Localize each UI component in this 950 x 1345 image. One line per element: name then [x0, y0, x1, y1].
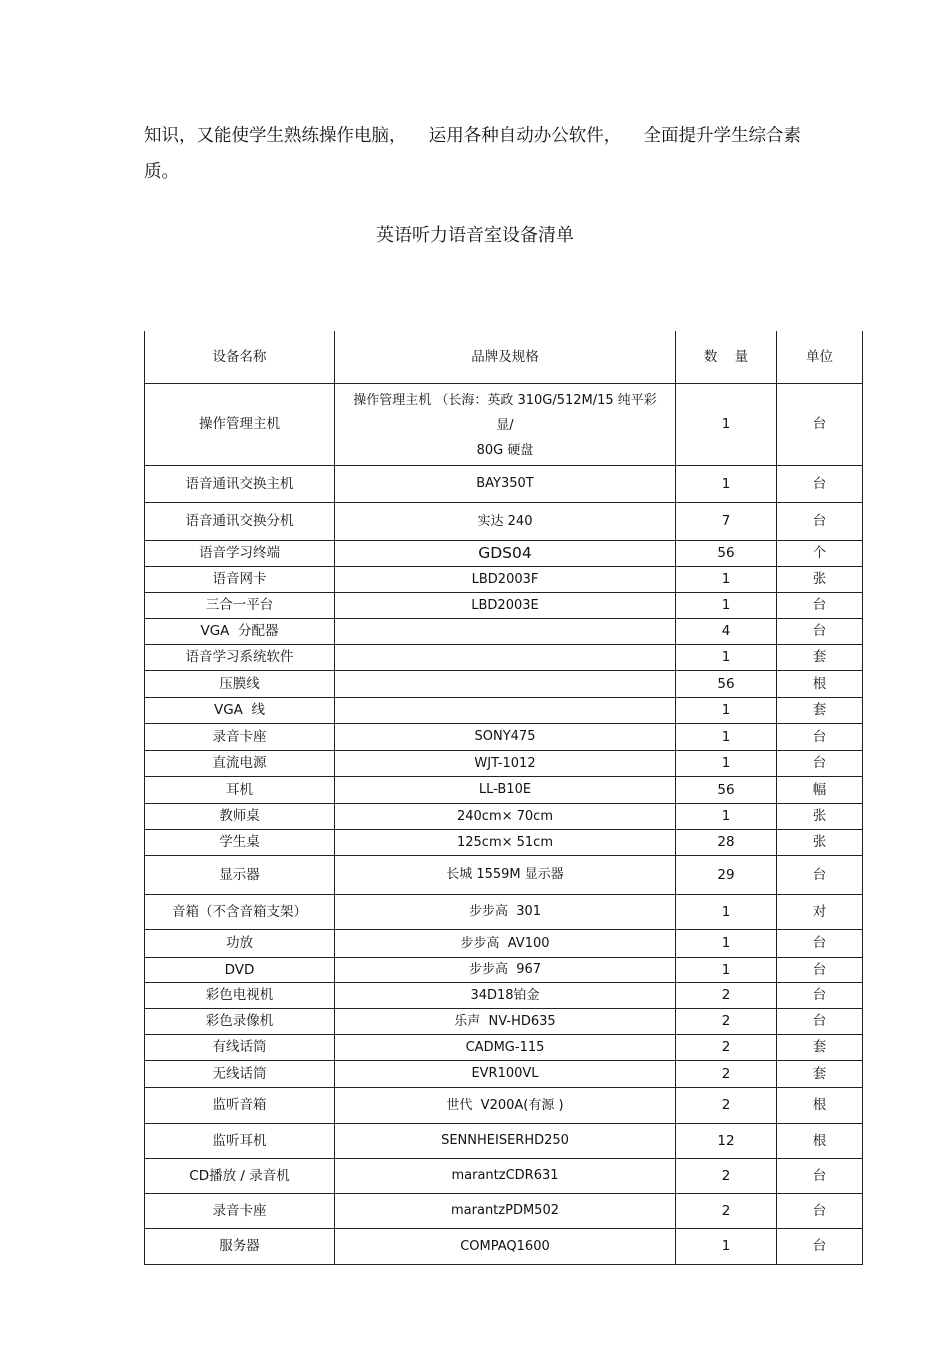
- cell-device-name: 教师桌: [145, 804, 335, 830]
- cell-unit: 台: [777, 751, 863, 777]
- cell-unit: 台: [777, 503, 863, 541]
- cell-quantity: 1: [676, 567, 777, 593]
- table-row: [145, 1009, 863, 1035]
- cell-quantity: 1: [676, 466, 777, 503]
- cell-device-name: DVD: [145, 958, 335, 983]
- cell-device-name: CD播放 / 录音机: [145, 1159, 335, 1194]
- table-row: [145, 751, 863, 777]
- table-row: [145, 830, 863, 856]
- cell-unit: 套: [777, 645, 863, 671]
- spec-line: 80G 硬盘: [476, 443, 534, 458]
- cell-unit: 台: [777, 724, 863, 751]
- table-row: [145, 856, 863, 895]
- cell-unit: 个: [777, 541, 863, 567]
- table-row: [145, 1035, 863, 1061]
- cell-spec: LBD2003F: [335, 567, 676, 593]
- cell-spec: 240cm× 70cm: [335, 804, 676, 830]
- header-name: 设备名称: [145, 331, 335, 384]
- cell-spec: [335, 698, 676, 724]
- intro-paragraph: [144, 118, 824, 190]
- table-row: [145, 958, 863, 983]
- cell-spec: [335, 384, 676, 466]
- table-row: [145, 645, 863, 671]
- table-row: [145, 1194, 863, 1229]
- cell-device-name: VGA 线: [145, 698, 335, 724]
- cell-unit: 台: [777, 1159, 863, 1194]
- cell-spec: EVR100VL: [335, 1061, 676, 1088]
- table-row: [145, 930, 863, 958]
- cell-unit: 张: [777, 804, 863, 830]
- table-row: [145, 983, 863, 1009]
- cell-spec: WJT-1012: [335, 751, 676, 777]
- cell-spec: 实达 240: [335, 503, 676, 541]
- cell-unit: 根: [777, 671, 863, 698]
- cell-unit: 套: [777, 1035, 863, 1061]
- cell-unit: 台: [777, 1229, 863, 1265]
- cell-device-name: 耳机: [145, 777, 335, 804]
- paragraph-line-1: 知识，又能使学生熟练操作电脑， 运用各种自动办公软件， 全面提升学生综合素: [144, 126, 801, 146]
- cell-quantity: 56: [676, 777, 777, 804]
- cell-device-name: 压膜线: [145, 671, 335, 698]
- cell-quantity: 2: [676, 1035, 777, 1061]
- cell-unit: 张: [777, 830, 863, 856]
- cell-unit: 台: [777, 466, 863, 503]
- cell-spec: SENNHEISERHD250: [335, 1124, 676, 1159]
- cell-spec: [335, 619, 676, 645]
- cell-quantity: 1: [676, 698, 777, 724]
- cell-quantity: 1: [676, 593, 777, 619]
- header-spec: 品牌及规格: [335, 331, 676, 384]
- table-row: [145, 1088, 863, 1124]
- cell-device-name: 录音卡座: [145, 1194, 335, 1229]
- cell-unit: 套: [777, 698, 863, 724]
- cell-quantity: 1: [676, 804, 777, 830]
- table-row: [145, 1159, 863, 1194]
- cell-quantity: 29: [676, 856, 777, 895]
- cell-unit: 台: [777, 619, 863, 645]
- cell-quantity: 1: [676, 930, 777, 958]
- spec-line: 操作管理主机 （长海：英政 310G/512M/15 纯平彩: [353, 393, 657, 408]
- cell-unit: 台: [777, 930, 863, 958]
- cell-device-name: 彩色录像机: [145, 1009, 335, 1035]
- cell-spec: BAY350T: [335, 466, 676, 503]
- cell-spec: SONY475: [335, 724, 676, 751]
- cell-quantity: 2: [676, 1194, 777, 1229]
- cell-unit: 根: [777, 1088, 863, 1124]
- cell-device-name: 语音网卡: [145, 567, 335, 593]
- cell-spec: 乐声 NV-HD635: [335, 1009, 676, 1035]
- cell-unit: 根: [777, 1124, 863, 1159]
- cell-unit: 台: [777, 593, 863, 619]
- spec-text: GDS04: [478, 544, 532, 563]
- table-row: [145, 541, 863, 567]
- cell-quantity: 1: [676, 895, 777, 930]
- paragraph-line-2: 质。: [144, 162, 179, 182]
- table-row: [145, 503, 863, 541]
- table-header-row: [145, 331, 863, 384]
- cell-device-name: 显示器: [145, 856, 335, 895]
- cell-quantity: 2: [676, 1009, 777, 1035]
- page-title: 英语听力语音室设备清单: [376, 225, 574, 246]
- cell-device-name: 监听音箱: [145, 1088, 335, 1124]
- table-row: [145, 567, 863, 593]
- equipment-table: [144, 331, 863, 1265]
- cell-quantity: 12: [676, 1124, 777, 1159]
- spec-line: 显/: [496, 418, 514, 433]
- cell-unit: 台: [777, 983, 863, 1009]
- cell-device-name: 学生桌: [145, 830, 335, 856]
- table-row: [145, 384, 863, 466]
- cell-device-name: 无线话筒: [145, 1061, 335, 1088]
- table-row: [145, 724, 863, 751]
- cell-spec: 世代 V200A(有源 ): [335, 1088, 676, 1124]
- table-row: [145, 895, 863, 930]
- cell-quantity: 2: [676, 1159, 777, 1194]
- cell-device-name: VGA 分配器: [145, 619, 335, 645]
- header-unit: 单位: [777, 331, 863, 384]
- cell-spec: 34D18铂金: [335, 983, 676, 1009]
- cell-spec: CADMG-115: [335, 1035, 676, 1061]
- cell-spec: marantzCDR631: [335, 1159, 676, 1194]
- cell-quantity: 4: [676, 619, 777, 645]
- cell-unit: 台: [777, 958, 863, 983]
- cell-device-name: 操作管理主机: [145, 384, 335, 466]
- cell-device-name: 语音学习终端: [145, 541, 335, 567]
- table-row: [145, 619, 863, 645]
- cell-device-name: 语音学习系统软件: [145, 645, 335, 671]
- cell-unit: 台: [777, 384, 863, 466]
- cell-device-name: 录音卡座: [145, 724, 335, 751]
- cell-device-name: 语音通讯交换主机: [145, 466, 335, 503]
- table-row: [145, 1061, 863, 1088]
- cell-spec: 125cm× 51cm: [335, 830, 676, 856]
- table-row: [145, 593, 863, 619]
- cell-quantity: 28: [676, 830, 777, 856]
- cell-quantity: 7: [676, 503, 777, 541]
- cell-device-name: 直流电源: [145, 751, 335, 777]
- cell-unit: 台: [777, 1009, 863, 1035]
- cell-quantity: 1: [676, 645, 777, 671]
- cell-spec: LBD2003E: [335, 593, 676, 619]
- cell-spec: [335, 645, 676, 671]
- cell-device-name: 有线话筒: [145, 1035, 335, 1061]
- table-row: [145, 698, 863, 724]
- cell-spec: marantzPDM502: [335, 1194, 676, 1229]
- cell-device-name: 服务器: [145, 1229, 335, 1265]
- cell-unit: 台: [777, 856, 863, 895]
- cell-device-name: 音箱（不含音箱支架）: [145, 895, 335, 930]
- cell-quantity: 1: [676, 1229, 777, 1265]
- cell-quantity: 56: [676, 671, 777, 698]
- cell-quantity: 1: [676, 384, 777, 466]
- cell-quantity: 1: [676, 751, 777, 777]
- cell-unit: 套: [777, 1061, 863, 1088]
- cell-quantity: 2: [676, 1088, 777, 1124]
- cell-quantity: 1: [676, 958, 777, 983]
- cell-spec: [335, 541, 676, 567]
- cell-spec: 步步高 AV100: [335, 930, 676, 958]
- cell-spec: 步步高 967: [335, 958, 676, 983]
- table-row: [145, 671, 863, 698]
- header-qty: 数 量: [676, 331, 777, 384]
- cell-unit: 幅: [777, 777, 863, 804]
- cell-unit: 台: [777, 1194, 863, 1229]
- cell-device-name: 监听耳机: [145, 1124, 335, 1159]
- cell-quantity: 2: [676, 983, 777, 1009]
- cell-quantity: 2: [676, 1061, 777, 1088]
- table-row: [145, 466, 863, 503]
- table-row: [145, 804, 863, 830]
- cell-quantity: 1: [676, 724, 777, 751]
- cell-spec: COMPAQ1600: [335, 1229, 676, 1265]
- cell-spec: LL-B10E: [335, 777, 676, 804]
- table-row: [145, 1229, 863, 1265]
- cell-device-name: 语音通讯交换分机: [145, 503, 335, 541]
- cell-unit: 张: [777, 567, 863, 593]
- cell-spec: 长城 1559M 显示器: [335, 856, 676, 895]
- cell-spec: 步步高 301: [335, 895, 676, 930]
- cell-device-name: 功放: [145, 930, 335, 958]
- cell-unit: 对: [777, 895, 863, 930]
- cell-device-name: 彩色电视机: [145, 983, 335, 1009]
- cell-device-name: 三合一平台: [145, 593, 335, 619]
- table-row: [145, 1124, 863, 1159]
- cell-quantity: 56: [676, 541, 777, 567]
- table-row: [145, 777, 863, 804]
- cell-spec: [335, 671, 676, 698]
